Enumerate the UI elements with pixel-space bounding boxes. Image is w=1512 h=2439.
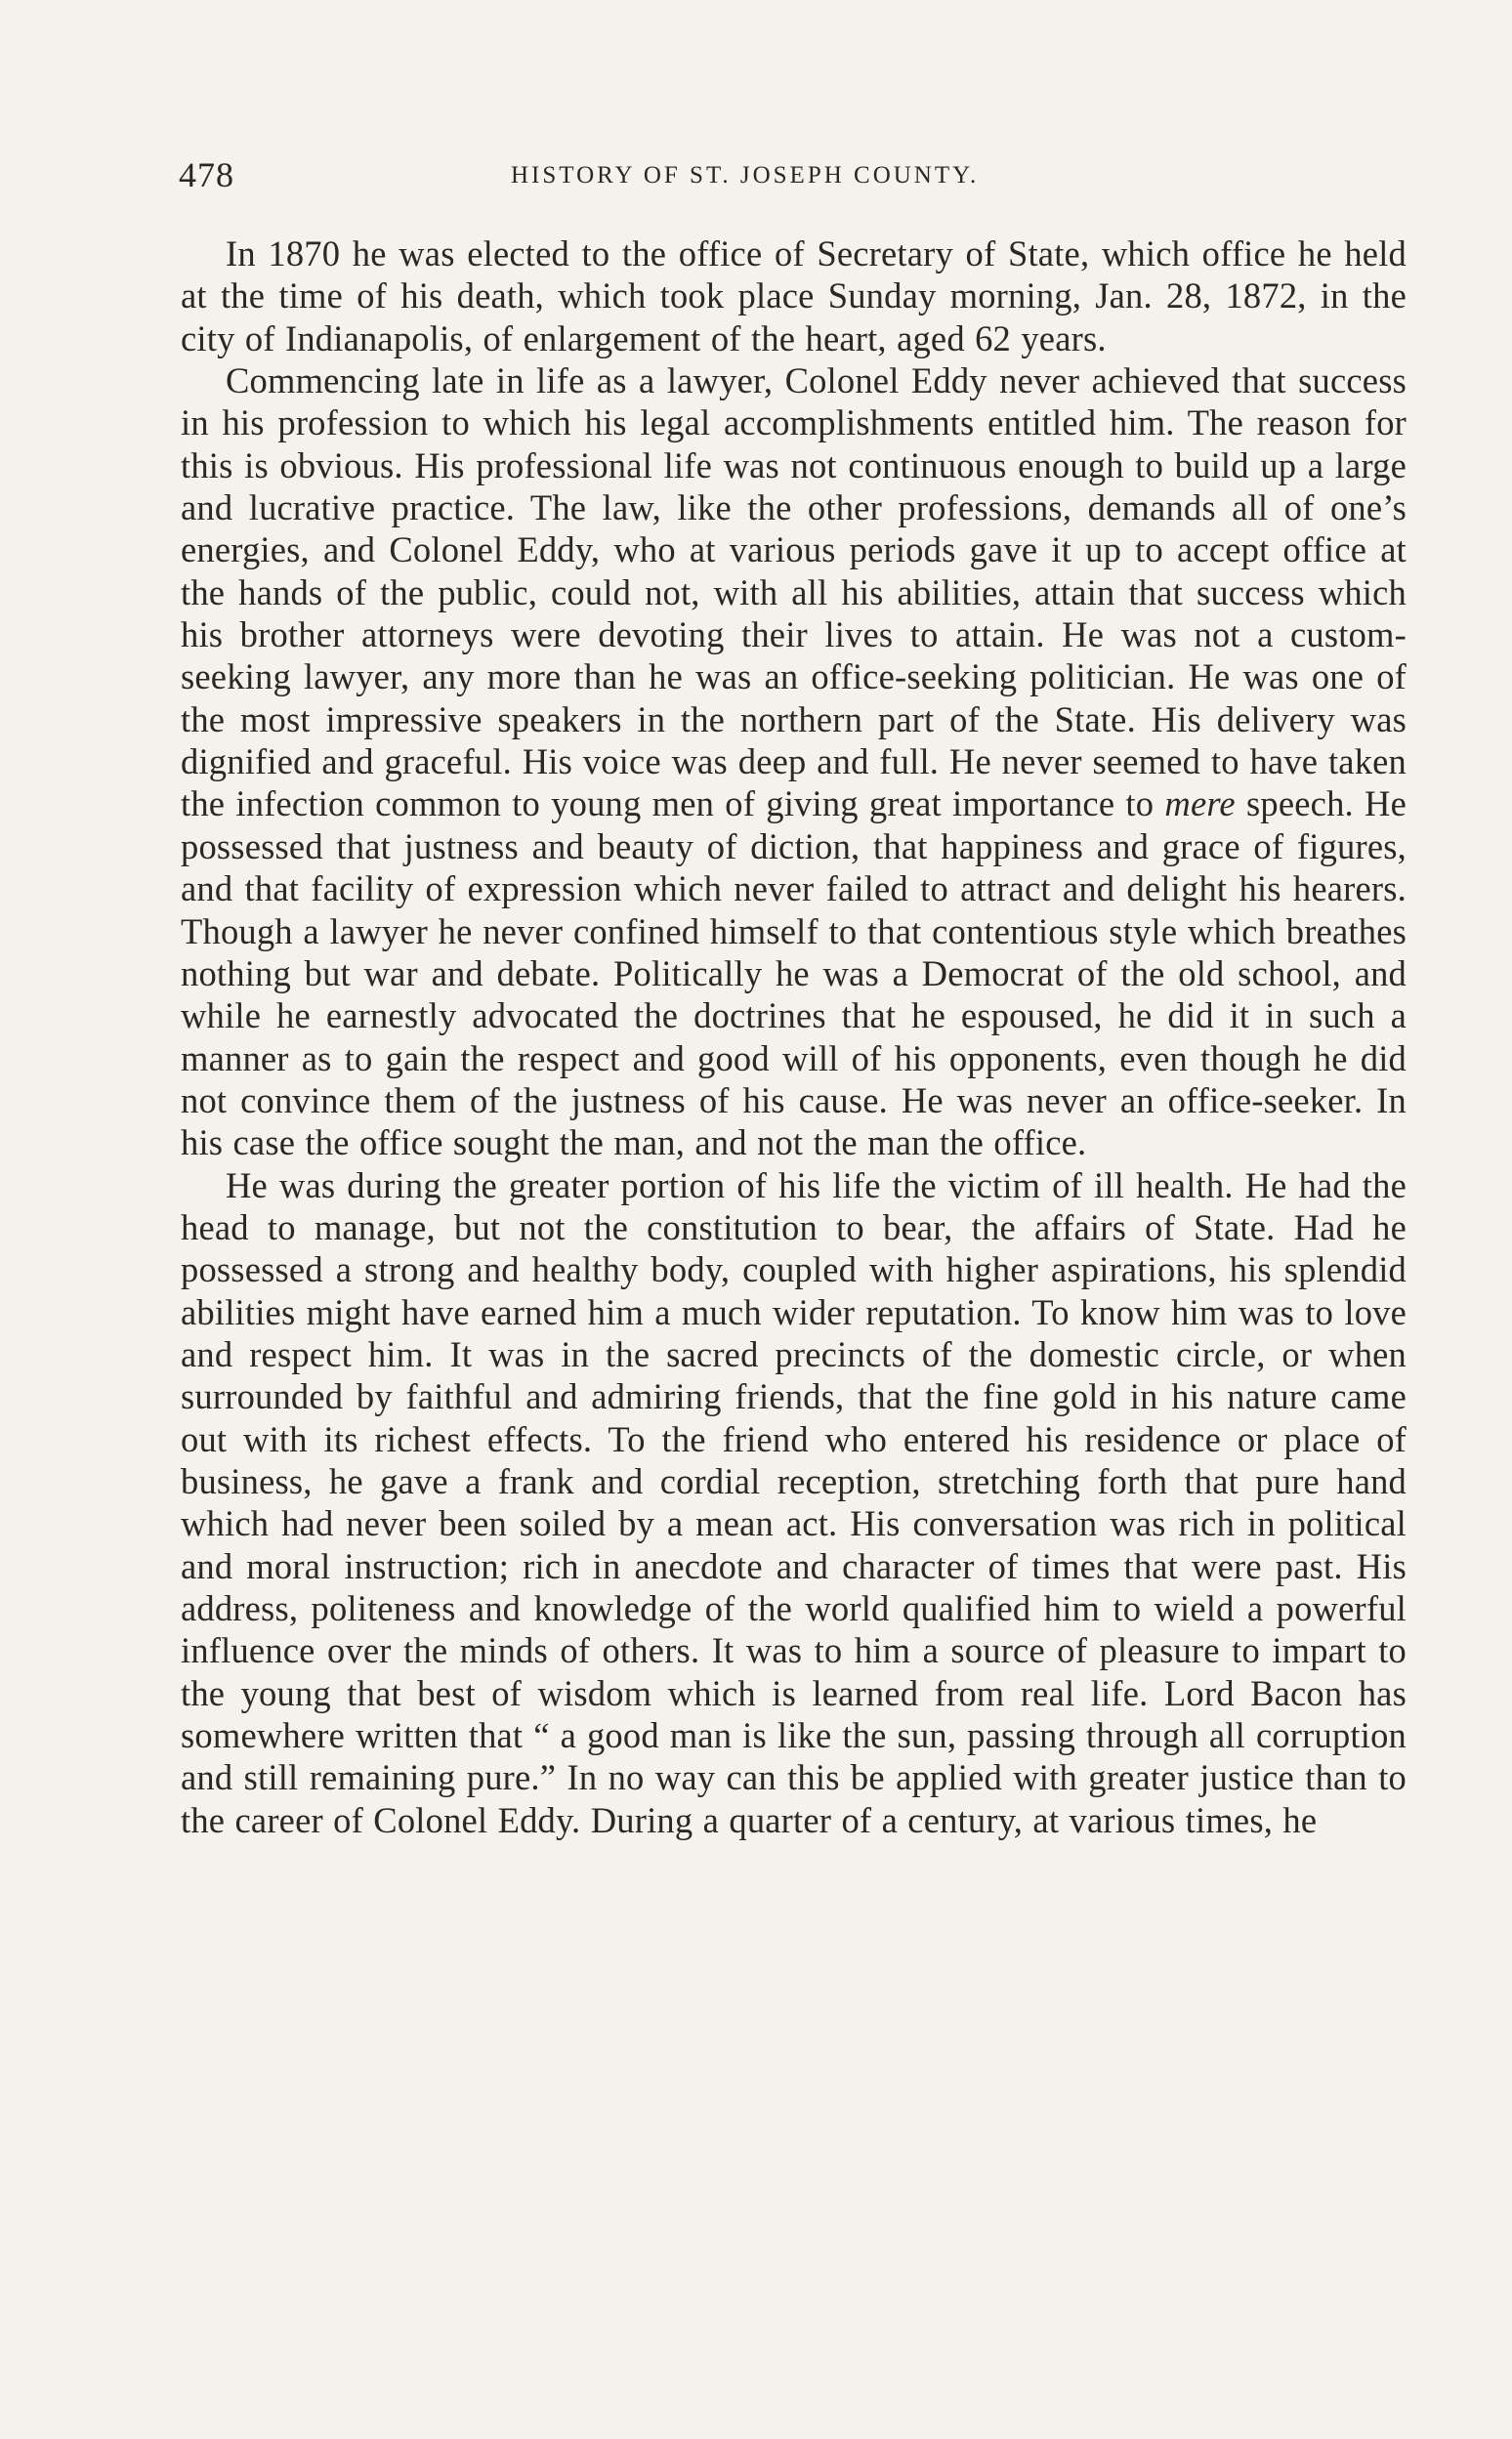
body-text [181, 232, 1407, 1841]
paragraph-1 [181, 232, 1407, 359]
page-header [179, 147, 1414, 205]
paragraph-2 [181, 359, 1407, 1164]
paragraph-1-text: In 1870 he was elected to the office of Secretary of State, which office he held at the time of his death, which took place Sunday morning, Jan. 28, 1872, in the city of Indianapolis, of enlargement of the heart, aged 62 years. [181, 233, 1407, 358]
paragraph-2-text-start: Commencing late in life as a lawyer, Colonel Eddy never achieved that success in his profession to which his legal accomplishments entitled him. The reason for this is obvious. His professional life was not continuous enough to build up a large and lucrative practice. The law, like the other professions, demands all of one’s energies, and Colonel Eddy, who at various periods gave it up to accept office at the hands of the public, could not, with all his abilities, attain that success which his brother attorneys were devoting their lives to attain. He was not a custom-seeking lawyer, any more than he was an office-seeking politician. He was one of the most impressive speakers in the northern part of the State. His delivery was dignified and graceful. His voice was deep and full. He never seemed to have taken the infection common to young men of giving great importance to [181, 360, 1407, 824]
paragraph-2-text-end: speech. He possessed that justness and beauty of diction, that happiness and grace of figures, and that facility of expression which never failed to attract and delight his hearers. Though a lawyer he never confined himself to that contentious style which breathes nothing but war and debate. Politically he was a Democrat of the old school, and while he earnestly advocated the doctrines that he espoused, he did it in such a manner as to gain the respect and good will of his opponents, even though he did not convince them of the justness of his cause. He was never an office-seeker. In his case the office sought the man, and not the man the office. [181, 783, 1407, 1163]
emphasized-word: mere [1164, 783, 1236, 824]
paragraph-3-text: He was during the greater portion of his life the victim of ill health. He had the head to manage, but not the constitution to bear, the affairs of State. Had he possessed a strong and healthy body, coupled with higher aspirations, his splendid abilities might have earned him a much wider reputation. To know him was to love and respect him. It was in the sacred precincts of the domestic circle, or when surrounded by faithful and admiring friends, that the fine gold in his nature came out with its richest effects. To the friend who entered his residence or place of business, he gave a frank and cordial reception, stretching forth that pure hand which had never been soiled by a mean act. His conversation was rich in political and moral instruction; rich in anecdote and character of times that were past. His address, politeness and knowledge of the world qualified him to wield a powerful influence over the minds of others. It was to him a source of pleasure to impart to the young that best of wisdom which is learned from real life. Lord Bacon has somewhere written that “ a good man is like the sun, passing through all corruption and still remaining pure.” In no way can this be applied with greater justice than to the career of Colonel Eddy. During a quarter of a century, at various times, he [181, 1164, 1407, 1840]
paragraph-3 [181, 1164, 1407, 1842]
page-number: 478 [179, 155, 234, 194]
running-title: HISTORY OF ST. JOSEPH COUNTY. [511, 162, 980, 189]
